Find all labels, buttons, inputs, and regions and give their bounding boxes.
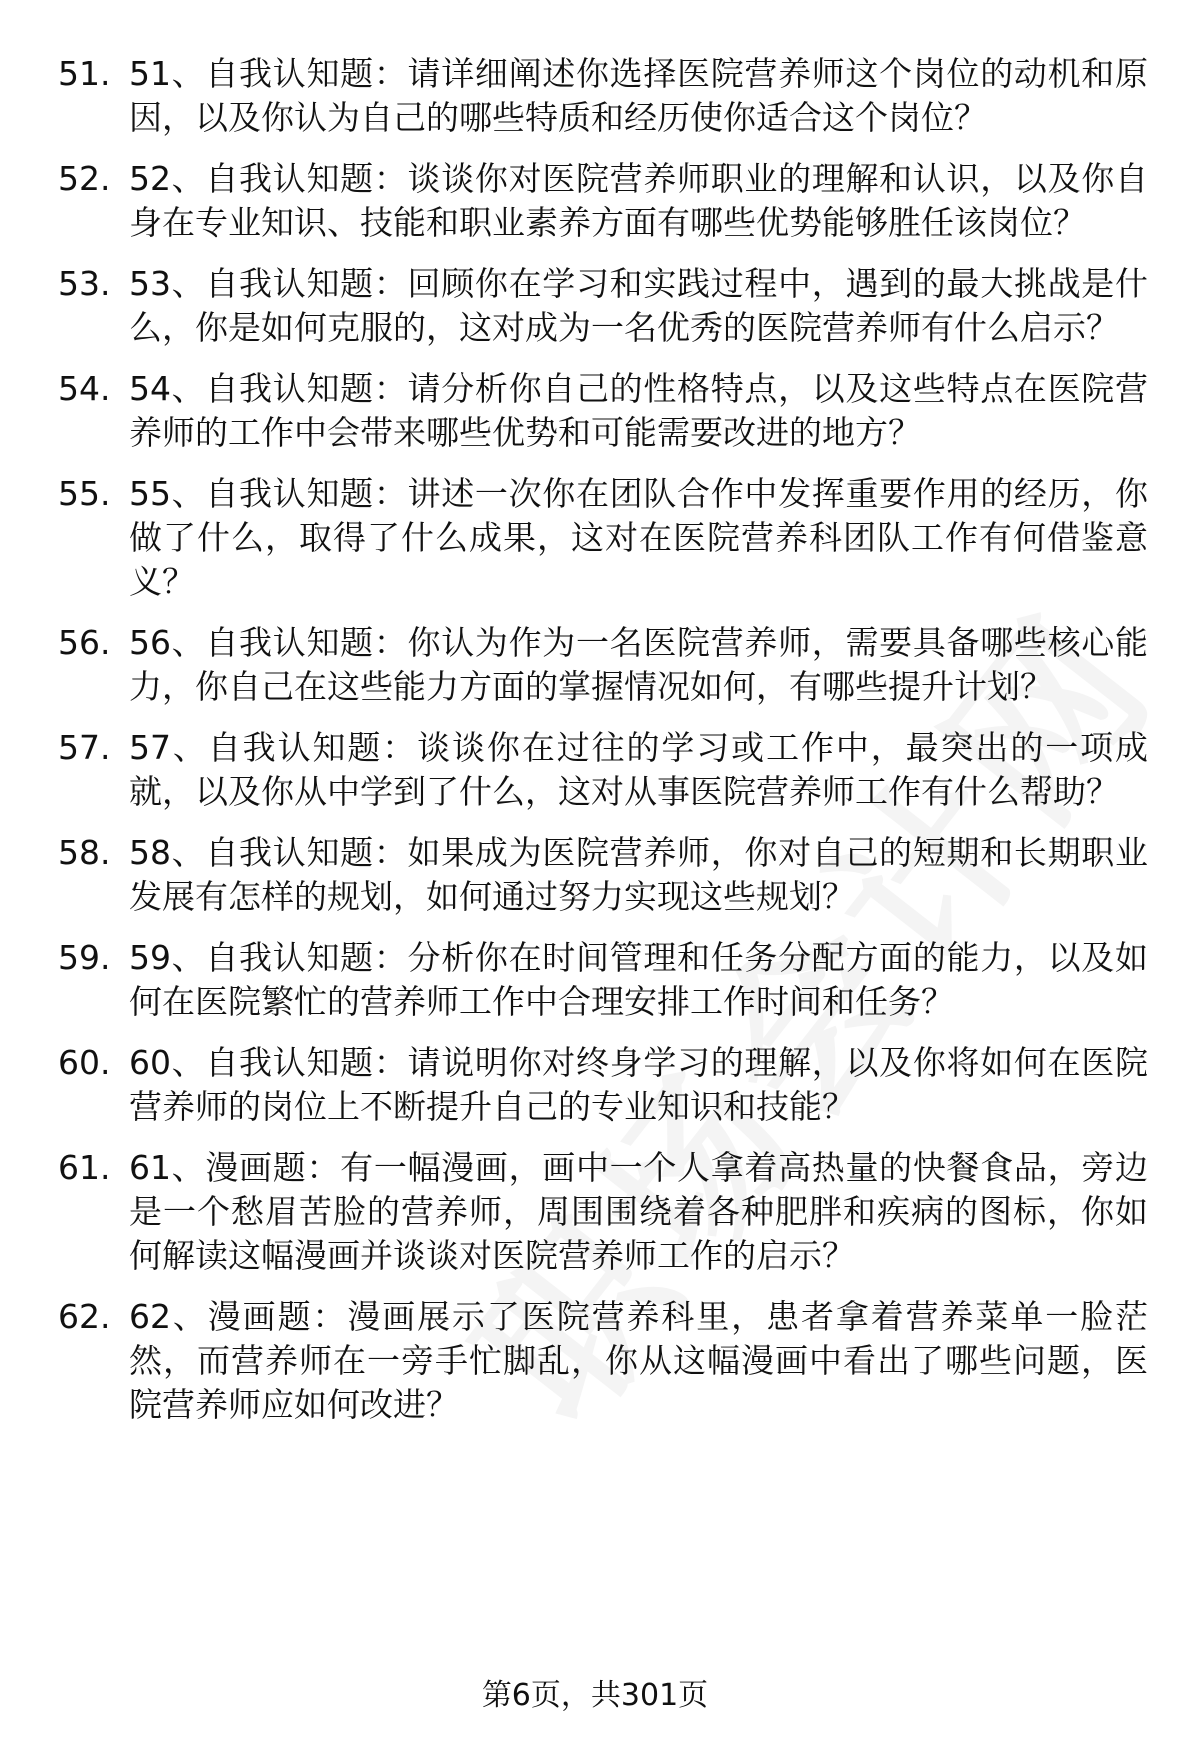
- question-text: 56、自我认知题：你认为作为一名医院营养师，需要具备哪些核心能力，你自己在这些能力方面的掌握情况如何，有哪些提升计划？: [129, 623, 1148, 706]
- question-number: 62.: [58, 1297, 111, 1336]
- question-text: 58、自我认知题：如果成为医院营养师，你对自己的短期和长期职业发展有怎样的规划，如何通过努力实现这些规划？: [129, 833, 1148, 916]
- question-text: 52、自我认知题：谈谈你对医院营养师职业的理解和认识，以及你自身在专业知识、技能和职业素养方面有哪些优势能够胜任该岗位？: [129, 159, 1148, 242]
- question-text: 61、漫画题：有一幅漫画，画中一个人拿着高热量的快餐食品，旁边是一个愁眉苦脸的营养师，周围围绕着各种肥胖和疾病的图标，你如何解读这幅漫画并谈谈对医院营养师工作的启示？: [129, 1148, 1148, 1275]
- question-text: 60、自我认知题：请说明你对终身学习的理解，以及你将如何在医院营养师的岗位上不断提升自己的专业知识和技能？: [129, 1043, 1148, 1126]
- question-number: 60.: [58, 1043, 111, 1082]
- question-item-53: [58, 262, 1148, 350]
- question-item-57: [58, 726, 1148, 814]
- question-item-62: [58, 1295, 1148, 1427]
- question-item-59: [58, 936, 1148, 1024]
- question-number: 57.: [58, 728, 111, 767]
- question-text: 54、自我认知题：请分析你自己的性格特点，以及这些特点在医院营养师的工作中会带来哪些优势和可能需要改进的地方？: [129, 369, 1148, 452]
- question-text: 59、自我认知题：分析你在时间管理和任务分配方面的能力，以及如何在医院繁忙的营养师工作中合理安排工作时间和任务？: [129, 938, 1148, 1021]
- question-number: 54.: [58, 369, 111, 408]
- question-text: 53、自我认知题：回顾你在学习和实践过程中，遇到的最大挑战是什么，你是如何克服的，这对成为一名优秀的医院营养师有什么启示？: [129, 264, 1148, 347]
- question-number: 56.: [58, 623, 111, 662]
- question-list: [58, 52, 1148, 1444]
- question-text: 57、自我认知题：谈谈你在过往的学习或工作中，最突出的一项成就，以及你从中学到了什么，这对从事医院营养师工作有什么帮助？: [129, 728, 1148, 811]
- question-number: 55.: [58, 474, 111, 513]
- question-number: 52.: [58, 159, 111, 198]
- page-number: 第6页，共301页: [481, 1678, 709, 1713]
- question-text: 55、自我认知题：讲述一次你在团队合作中发挥重要作用的经历，你做了什么，取得了什么成果，这对在医院营养科团队工作有何借鉴意义？: [129, 474, 1148, 601]
- question-item-61: [58, 1146, 1148, 1278]
- question-item-55: [58, 472, 1148, 604]
- question-item-58: [58, 831, 1148, 919]
- question-item-54: [58, 367, 1148, 455]
- question-item-60: [58, 1041, 1148, 1129]
- question-item-52: [58, 157, 1148, 245]
- question-text: 51、自我认知题：请详细阐述你选择医院营养师这个岗位的动机和原因，以及你认为自己的哪些特质和经历使你适合这个岗位？: [129, 54, 1148, 137]
- question-item-56: [58, 621, 1148, 709]
- question-number: 53.: [58, 264, 111, 303]
- question-item-51: [58, 52, 1148, 140]
- question-text: 62、漫画题：漫画展示了医院营养科里，患者拿着营养菜单一脸茫然，而营养师在一旁手忙脚乱，你从这幅漫画中看出了哪些问题，医院营养师应如何改进？: [129, 1297, 1148, 1424]
- question-number: 61.: [58, 1148, 111, 1187]
- question-number: 51.: [58, 54, 111, 93]
- question-number: 59.: [58, 938, 111, 977]
- question-number: 58.: [58, 833, 111, 872]
